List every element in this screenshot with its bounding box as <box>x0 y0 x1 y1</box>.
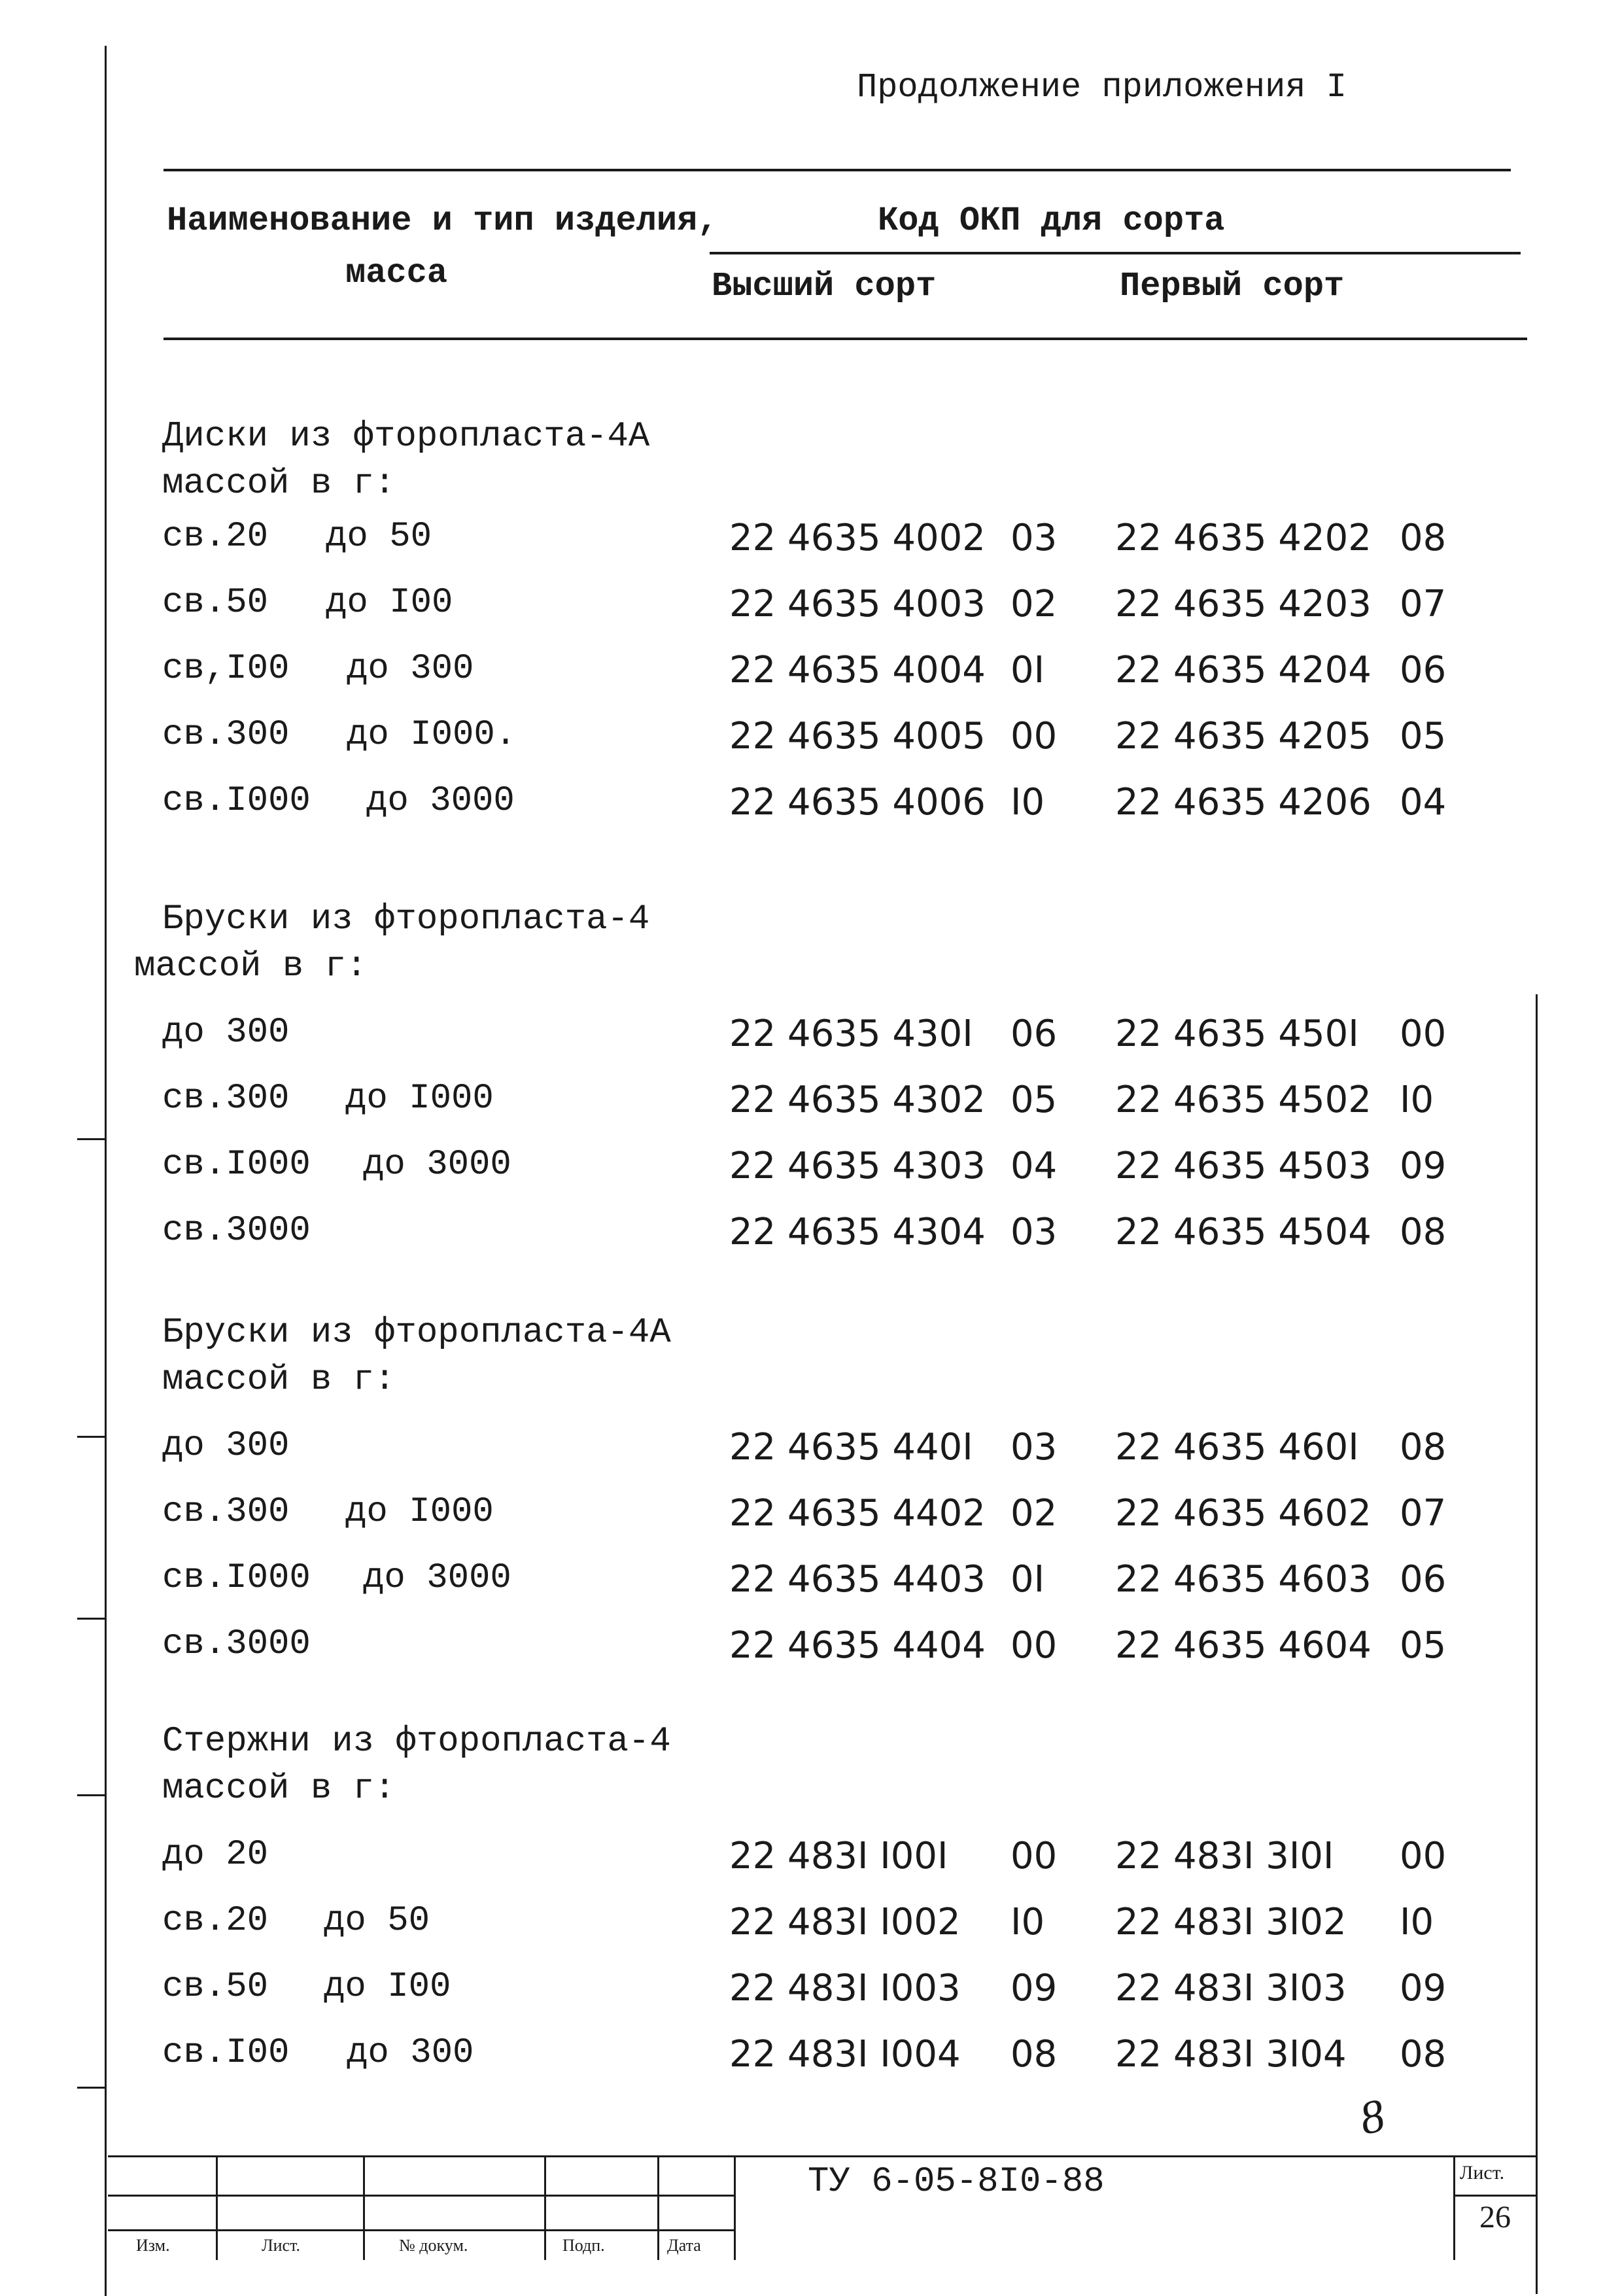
check-premium: 03 <box>1010 1426 1058 1469</box>
mass-from: св.20 <box>162 517 269 557</box>
col-grade2-header: Первый сорт <box>1120 267 1345 305</box>
table-row <box>0 583 1622 629</box>
table-row <box>0 2033 1622 2079</box>
section-subtitle: массой в г: <box>162 1769 396 1809</box>
mass-from: св.3000 <box>162 1211 311 1251</box>
table-row <box>0 1145 1622 1191</box>
mass-to: до I000. <box>347 715 517 755</box>
code-premium: 22 4635 4304 <box>729 1211 986 1253</box>
check-premium: 05 <box>1010 1079 1058 1121</box>
mass-to: до I000 <box>345 1079 494 1119</box>
mass-from: св.I00 <box>162 2033 290 2073</box>
code-first: 22 483I 3I03 <box>1115 1967 1347 2009</box>
check-first: 07 <box>1400 1492 1447 1535</box>
code-premium: 22 4635 4003 <box>729 583 986 625</box>
col-name-header-mass: масса <box>345 254 448 292</box>
code-first: 22 4635 4205 <box>1115 715 1372 757</box>
edge-tick <box>77 1794 105 1796</box>
code-first: 22 4635 4504 <box>1115 1211 1372 1253</box>
header-bottom-rule <box>164 338 1527 340</box>
table-row <box>0 1211 1622 1257</box>
check-premium: 08 <box>1010 2033 1058 2076</box>
code-first: 22 4635 4502 <box>1115 1079 1372 1121</box>
check-first: 08 <box>1400 1426 1447 1469</box>
code-premium: 22 483I I00I <box>729 1835 948 1877</box>
section-subtitle: массой в г: <box>162 464 396 504</box>
check-premium: 00 <box>1010 715 1058 757</box>
check-premium: 09 <box>1010 1967 1058 2009</box>
check-premium: I0 <box>1010 781 1045 824</box>
check-premium: 0I <box>1010 1558 1045 1601</box>
mass-from: св.300 <box>162 1492 290 1532</box>
code-first: 22 4635 4206 <box>1115 781 1372 824</box>
code-first: 22 4635 4503 <box>1115 1145 1372 1187</box>
mass-to: до 3000 <box>363 1145 511 1185</box>
mass-to: до 300 <box>347 2033 474 2073</box>
code-first: 22 4635 4203 <box>1115 583 1372 625</box>
sheet-label: Лист. <box>1460 2162 1505 2183</box>
table-row <box>0 1426 1622 1472</box>
check-first: I0 <box>1400 1079 1434 1121</box>
check-first: 06 <box>1400 649 1447 691</box>
code-first: 22 4635 460I <box>1115 1426 1359 1469</box>
check-first: 07 <box>1400 583 1447 625</box>
code-premium: 22 4635 4302 <box>729 1079 986 1121</box>
mass-from: до 300 <box>162 1426 290 1466</box>
mass-from: до 20 <box>162 1835 269 1875</box>
mass-from: св.20 <box>162 1901 269 1941</box>
check-premium: 03 <box>1010 517 1058 559</box>
table-row <box>0 1967 1622 2013</box>
check-premium: 0I <box>1010 649 1045 691</box>
mass-to: до 300 <box>347 649 474 689</box>
code-premium: 22 483I I004 <box>729 2033 961 2076</box>
check-premium: 02 <box>1010 583 1058 625</box>
col-name-header: Наименование и тип изделия, <box>167 201 718 240</box>
code-premium: 22 483I I002 <box>729 1901 961 1943</box>
table-row <box>0 1624 1622 1670</box>
check-first: 09 <box>1400 1145 1447 1187</box>
mass-from: св,I00 <box>162 649 290 689</box>
table-row <box>0 1835 1622 1881</box>
check-premium: 00 <box>1010 1624 1058 1667</box>
table-row <box>0 517 1622 563</box>
check-first: 09 <box>1400 1967 1447 2009</box>
table-row <box>0 649 1622 695</box>
code-first: 22 483I 3I02 <box>1115 1901 1347 1943</box>
code-premium: 22 4635 4303 <box>729 1145 986 1187</box>
mass-from: св.I000 <box>162 1558 311 1598</box>
col-date-label: Дата <box>667 2236 701 2255</box>
table-row <box>0 715 1622 761</box>
col-sign-label: Подп. <box>562 2236 605 2255</box>
code-premium: 22 4635 4402 <box>729 1492 986 1535</box>
check-first: I0 <box>1400 1901 1434 1943</box>
code-premium: 22 483I I003 <box>729 1967 961 2009</box>
table-row <box>0 781 1622 827</box>
check-first: 08 <box>1400 517 1447 559</box>
check-first: 06 <box>1400 1558 1447 1601</box>
section-title: Стержни из фторопласта-4 <box>162 1722 671 1762</box>
code-first: 22 4635 4204 <box>1115 649 1372 691</box>
mass-to: до 3000 <box>366 781 515 821</box>
code-first: 22 4635 4602 <box>1115 1492 1372 1535</box>
code-premium: 22 4635 4004 <box>729 649 986 691</box>
edge-tick <box>77 2087 105 2089</box>
col-list-label: Лист. <box>262 2236 300 2255</box>
col-code-header: Код ОКП для сорта <box>878 201 1225 240</box>
code-premium: 22 4635 430I <box>729 1013 973 1055</box>
check-first: 00 <box>1400 1013 1447 1055</box>
section-subtitle: массой в г: <box>134 947 368 986</box>
check-premium: 03 <box>1010 1211 1058 1253</box>
check-first: 00 <box>1400 1835 1447 1877</box>
code-premium: 22 4635 4404 <box>729 1624 986 1667</box>
table-row <box>0 1492 1622 1538</box>
continuation-title: Продолжение приложения I <box>857 68 1347 107</box>
check-premium: 06 <box>1010 1013 1058 1055</box>
mass-to: до 50 <box>324 1901 430 1941</box>
edge-tick <box>77 1138 105 1140</box>
section-title: Диски из фторопласта-4А <box>162 417 650 457</box>
section-subtitle: массой в г: <box>162 1360 396 1400</box>
col-docnum-label: № докум. <box>399 2236 468 2255</box>
mass-from: св.3000 <box>162 1624 311 1664</box>
table-row <box>0 1558 1622 1604</box>
mass-from: св.I000 <box>162 1145 311 1185</box>
mass-from: св.300 <box>162 1079 290 1119</box>
code-header-rule <box>710 252 1521 254</box>
code-premium: 22 4635 4005 <box>729 715 986 757</box>
code-first: 22 4635 4202 <box>1115 517 1372 559</box>
check-premium: 00 <box>1010 1835 1058 1877</box>
code-first: 22 4635 4603 <box>1115 1558 1372 1601</box>
col-izm-label: Изм. <box>136 2236 170 2255</box>
code-first: 22 483I 3I04 <box>1115 2033 1347 2076</box>
mass-from: до 300 <box>162 1013 290 1052</box>
edge-tick <box>77 1618 105 1620</box>
sheet-number: 26 <box>1479 2200 1511 2235</box>
col-grade1-header: Высший сорт <box>712 267 937 305</box>
mass-to: до I00 <box>324 1967 451 2007</box>
section-title: Бруски из фторопласта-4А <box>162 1313 671 1353</box>
code-premium: 22 4635 440I <box>729 1426 973 1469</box>
code-premium: 22 4635 4006 <box>729 781 986 824</box>
mass-from: св.50 <box>162 1967 269 2007</box>
check-first: 05 <box>1400 715 1447 757</box>
code-premium: 22 4635 4002 <box>729 517 986 559</box>
mass-to: до 50 <box>326 517 432 557</box>
check-first: 08 <box>1400 1211 1447 1253</box>
handwritten-mark: 8 <box>1355 2089 1389 2145</box>
mass-to: до 3000 <box>363 1558 511 1598</box>
check-premium: 04 <box>1010 1145 1058 1187</box>
check-first: 08 <box>1400 2033 1447 2076</box>
check-premium: I0 <box>1010 1901 1045 1943</box>
mass-from: св.50 <box>162 583 269 623</box>
table-row <box>0 1901 1622 1947</box>
code-first: 22 4635 4604 <box>1115 1624 1372 1667</box>
table-row <box>0 1013 1622 1058</box>
check-premium: 02 <box>1010 1492 1058 1535</box>
document-code: ТУ 6-05-8I0-88 <box>808 2162 1105 2202</box>
mass-from: св.I000 <box>162 781 311 821</box>
code-premium: 22 4635 4403 <box>729 1558 986 1601</box>
mass-to: до I00 <box>326 583 453 623</box>
check-first: 05 <box>1400 1624 1447 1667</box>
table-row <box>0 1079 1622 1124</box>
code-first: 22 4635 450I <box>1115 1013 1359 1055</box>
table-top-rule <box>164 169 1511 171</box>
mass-from: св.300 <box>162 715 290 755</box>
mass-to: до I000 <box>345 1492 494 1532</box>
section-title: Бруски из фторопласта-4 <box>162 899 650 939</box>
check-first: 04 <box>1400 781 1447 824</box>
code-first: 22 483I 3I0I <box>1115 1835 1334 1877</box>
